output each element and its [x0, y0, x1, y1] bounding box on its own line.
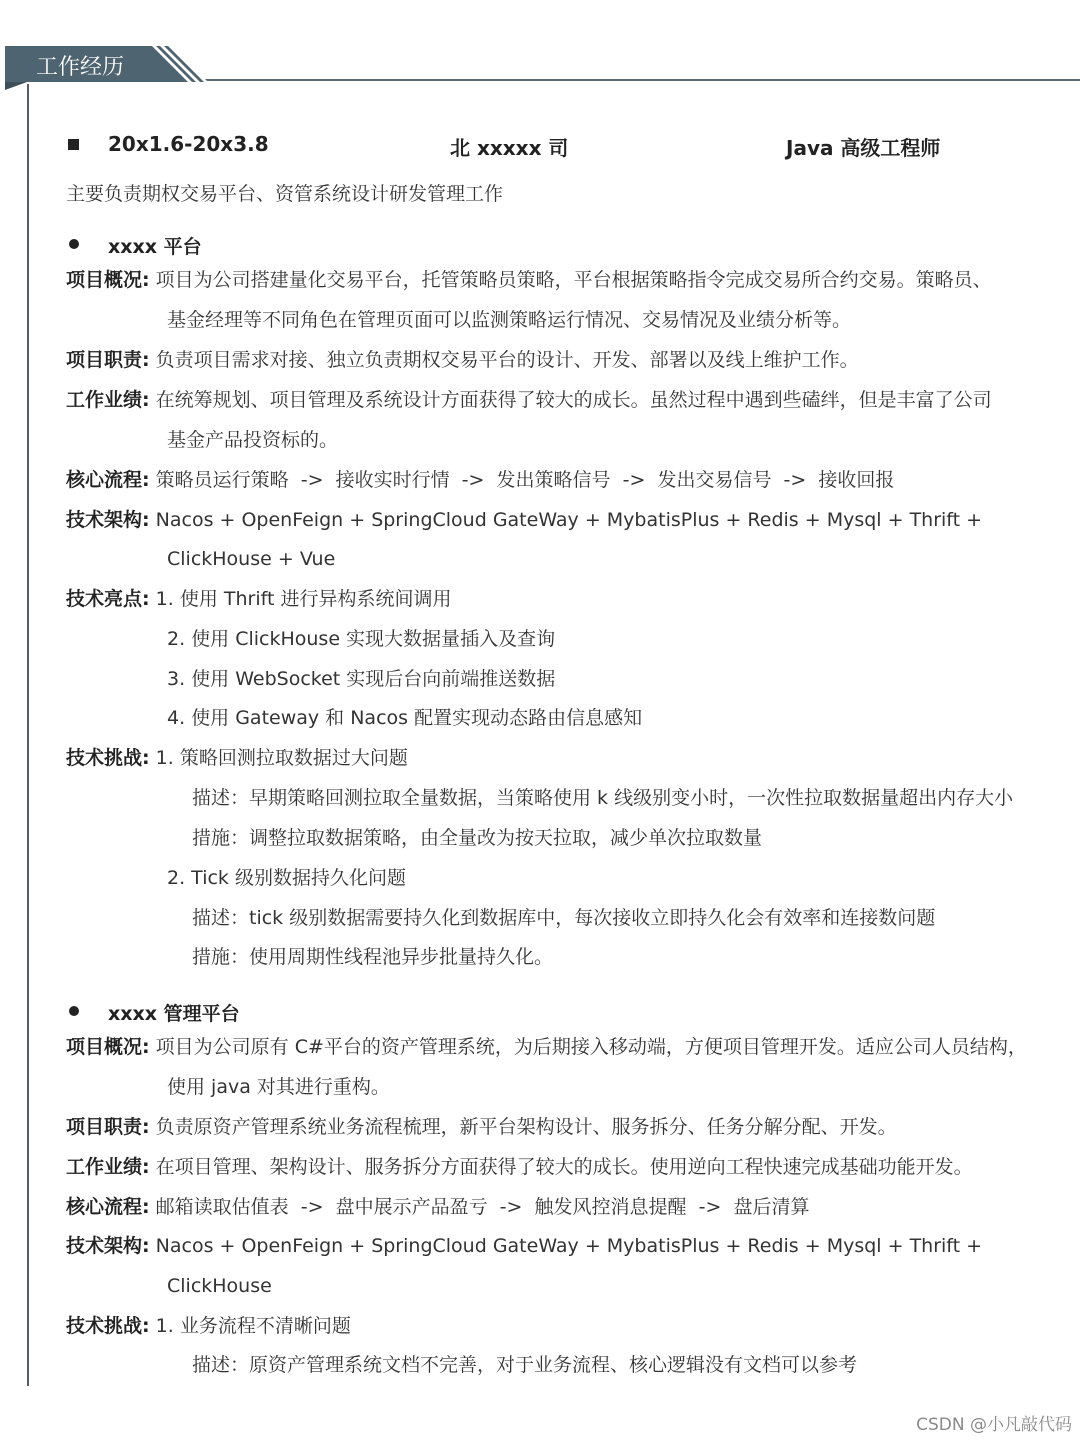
field-text-continued: 基金产品投资标的。 [167, 429, 339, 451]
project-achievement-line [66, 1155, 973, 1179]
challenge-title: 1. 策略回测拉取数据过大问题 [155, 747, 408, 769]
left-rail [27, 84, 29, 1386]
field-text: 邮箱读取估值表 -> 盘中展示产品盈亏 -> 触发风控消息提醒 -> 盘后清算 [155, 1196, 810, 1218]
field-label: 核心流程: [66, 469, 150, 491]
project-achievement-line [66, 388, 992, 412]
field-label: 技术架构: [66, 1235, 150, 1257]
challenge-title: 2. Tick 级别数据持久化问题 [167, 867, 406, 889]
project-overview-line [66, 1035, 1027, 1059]
field-label: 工作业绩: [66, 1156, 150, 1178]
challenge-fix: 措施：调整拉取数据策略，由全量改为按天拉取，减少单次拉取数量 [192, 827, 763, 849]
field-text: 负责项目需求对接、独立负责期权交易平台的设计、开发、部署以及线上维护工作。 [155, 349, 859, 371]
field-text: 在项目管理、架构设计、服务拆分方面获得了较大的成长。使用逆向工程快速完成基础功能开发。 [155, 1156, 973, 1178]
project-highlights-line [66, 587, 451, 611]
watermark: CSDN @小凡敲代码 [916, 1415, 1072, 1435]
field-label: 技术架构: [66, 509, 150, 531]
job-summary: 主要负责期权交易平台、资管系统设计研发管理工作 [66, 183, 504, 205]
section-divider-line [200, 79, 1080, 81]
field-text: 负责原资产管理系统业务流程梳理，新平台架构设计、服务拆分、任务分解分配、开发。 [155, 1116, 897, 1138]
field-text: 项目为公司搭建量化交易平台，托管策略员策略，平台根据策略指令完成交易所合约交易。策略员、 [155, 269, 992, 291]
field-label: 核心流程: [66, 1196, 150, 1218]
field-label: 技术挑战: [66, 747, 150, 769]
square-bullet-icon [68, 139, 79, 150]
challenge-fix: 措施：使用周期性线程池异步批量持久化。 [192, 946, 554, 968]
list-item: 2. 使用 ClickHouse 实现大数据量插入及查询 [167, 628, 556, 650]
project-arch-line [66, 1234, 982, 1258]
field-text: Nacos + OpenFeign + SpringCloud GateWay + MybatisPlus + Redis + Mysql + Thrift + [155, 509, 983, 531]
field-text-continued: ClickHouse + Vue [167, 548, 336, 570]
project-name: xxxx 平台 [108, 236, 202, 258]
job-company: 北 xxxxx 司 [450, 136, 569, 160]
field-label: 项目概况: [66, 1036, 150, 1058]
field-label: 技术亮点: [66, 588, 150, 610]
field-text: Nacos + OpenFeign + SpringCloud GateWay + MybatisPlus + Redis + Mysql + Thrift + [155, 1235, 983, 1257]
list-item: 4. 使用 Gateway 和 Nacos 配置实现动态路由信息感知 [167, 707, 643, 729]
round-bullet-icon [69, 239, 79, 249]
challenge-title: 1. 业务流程不清晰问题 [155, 1315, 351, 1337]
field-label: 工作业绩: [66, 389, 150, 411]
list-item: 1. 使用 Thrift 进行异构系统间调用 [155, 588, 452, 610]
field-label: 项目职责: [66, 1116, 150, 1138]
field-text: 策略员运行策略 -> 接收实时行情 -> 发出策略信号 -> 发出交易信号 -> 接收回报 [155, 469, 895, 491]
challenge-desc: 描述：tick 级别数据需要持久化到数据库中，每次接收立即持久化会有效率和连接数问题 [192, 907, 936, 929]
tab-fold [5, 82, 27, 90]
project-overview-line [66, 268, 992, 292]
field-text-continued: ClickHouse [167, 1275, 272, 1297]
project-name: xxxx 管理平台 [108, 1003, 240, 1025]
job-position: Java 高级工程师 [786, 136, 941, 160]
project-flow-line [66, 468, 894, 492]
challenge-desc: 描述：早期策略回测拉取全量数据，当策略使用 k 线级别变小时，一次性拉取数据量超出内存大小 [192, 787, 1014, 809]
project-arch-line [66, 508, 982, 532]
round-bullet-icon [69, 1006, 79, 1016]
list-item: 3. 使用 WebSocket 实现后台向前端推送数据 [167, 668, 556, 690]
field-label: 项目职责: [66, 349, 150, 371]
field-text: 项目为公司原有 C#平台的资产管理系统，为后期接入移动端，方便项目管理开发。适应公司人员结构， [155, 1036, 1027, 1058]
field-label: 项目概况: [66, 269, 150, 291]
field-text-continued: 使用 java 对其进行重构。 [167, 1076, 390, 1098]
project-challenges-line [66, 746, 408, 770]
field-label: 技术挑战: [66, 1315, 150, 1337]
project-duty-line [66, 348, 859, 372]
section-title: 工作经历 [36, 55, 125, 80]
project-flow-line [66, 1195, 809, 1219]
job-period: 20x1.6-20x3.8 [108, 132, 269, 156]
field-text: 在统筹规划、项目管理及系统设计方面获得了较大的成长。虽然过程中遇到些磕绊，但是丰富了公司 [155, 389, 992, 411]
project-duty-line [66, 1115, 897, 1139]
field-text-continued: 基金经理等不同角色在管理页面可以监测策略运行情况、交易情况及业绩分析等。 [167, 309, 852, 331]
challenge-desc: 描述：原资产管理系统文档不完善，对于业务流程、核心逻辑没有文档可以参考 [192, 1354, 858, 1376]
project-challenges-line [66, 1314, 351, 1338]
